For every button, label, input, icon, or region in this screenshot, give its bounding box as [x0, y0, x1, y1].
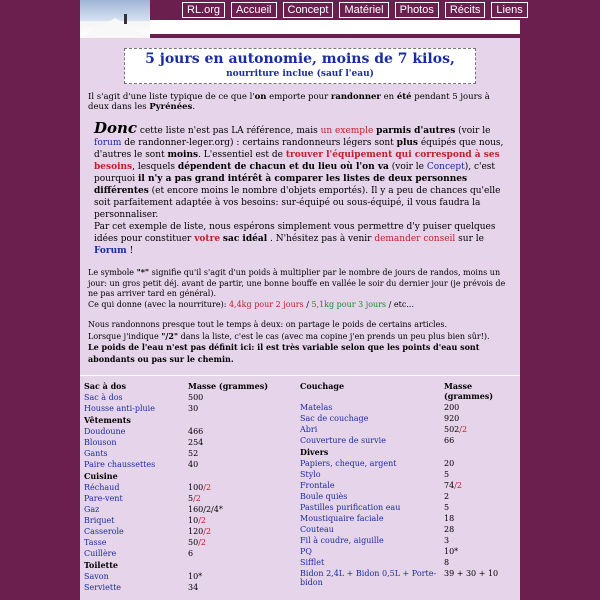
sharing-paragraph [88, 320, 512, 365]
section-label: Vêtements [84, 415, 131, 425]
page-subtitle: nourriture inclue (sauf l'eau) [226, 69, 374, 79]
item-mass [442, 524, 514, 535]
section-label: Toilette [84, 560, 119, 570]
item-link[interactable]: Papiers, cheque, argent [300, 459, 397, 468]
demander-conseil-link[interactable]: demander conseil [374, 234, 456, 244]
table-row [298, 535, 514, 546]
right-column [298, 380, 514, 593]
text: Pyrénées [149, 102, 193, 112]
table-row [82, 426, 270, 437]
table-row [298, 424, 514, 435]
col-header: Sac à dos [84, 381, 127, 391]
item-link[interactable]: Gants [84, 449, 108, 458]
item-link[interactable]: Fil à coudre, aiguille [300, 536, 384, 545]
item-mass [442, 568, 514, 588]
item-mass [186, 559, 270, 571]
hiker-icon [124, 14, 127, 24]
table-row [298, 458, 514, 469]
text: été [396, 92, 412, 102]
symbol-paragraph [88, 267, 512, 310]
mass-value: 52 [188, 449, 199, 458]
mass-value: 500 [188, 393, 204, 402]
text: Lorsque j'indique [88, 331, 162, 341]
mass-value: 2 [444, 492, 450, 501]
item-mass [442, 446, 514, 458]
text: , lesquels [132, 162, 178, 172]
text: parmis d'autres [376, 126, 456, 136]
item-link[interactable]: Frontale [300, 481, 335, 490]
table-section-row [82, 470, 270, 482]
item-mass [442, 491, 514, 502]
item-mass [186, 571, 270, 582]
table-row [82, 537, 270, 548]
text: Le poids de l'eau n'est pas définit ici: il est très variable selon que les points d'eau sont abondants ou pas sur le chemin. [88, 342, 480, 364]
shared-divisor: /2 [193, 494, 201, 503]
item-mass [442, 424, 514, 435]
text: "/2" [161, 330, 179, 341]
item-mass [186, 548, 270, 559]
mass-value: 3 [444, 536, 450, 545]
table-section-row [82, 414, 270, 426]
mass-value: 100 [188, 483, 204, 492]
text: Il s'agit d'une liste typique de ce que l' [88, 92, 255, 102]
item-mass [442, 458, 514, 469]
item-mass [442, 513, 514, 524]
table-row [82, 504, 270, 515]
item-link[interactable]: Pare-vent [84, 494, 123, 503]
nav-liens[interactable]: Liens [491, 2, 527, 18]
item-link[interactable]: Briquet [84, 516, 115, 525]
text: emporte pour [266, 92, 331, 102]
item-link[interactable]: Cuillère [84, 549, 117, 558]
mass-value: 74 [444, 481, 455, 490]
mass-value: 10 [188, 516, 199, 525]
table-row [82, 493, 270, 504]
shared-divisor: /2 [198, 538, 206, 547]
mass-value: 18 [444, 514, 455, 523]
text: Par cet exemple de liste, nous espérons simplement vous permettre d'y puiser quelques idées pour constituer [94, 222, 496, 244]
table-row [298, 546, 514, 557]
item-mass [442, 402, 514, 413]
text: (et encore moins le nombre d'objets emportés). Il y a peu de chances qu'elle soit parfaitement adaptée à vos besoins: sur-équipé ou sous-équipé, il vous faudra la personnaliser. [94, 186, 501, 220]
mass-value: 466 [188, 427, 204, 436]
table-section-row [298, 446, 514, 458]
concept-link[interactable]: Concept [426, 162, 465, 172]
mass-value: 200 [444, 403, 460, 412]
item-mass [442, 535, 514, 546]
mass-value: 34 [188, 583, 199, 592]
table-row [298, 402, 514, 413]
text: sur le [455, 234, 484, 244]
text: / etc... [386, 299, 414, 309]
section-label: Cuisine [84, 471, 118, 481]
item-mass [186, 482, 270, 493]
item-link[interactable]: Casserole [84, 527, 124, 536]
equipment-tables [82, 380, 518, 593]
mass-value: 50 [188, 538, 199, 547]
mass-value: 502 [444, 425, 460, 434]
text: moins [167, 150, 199, 160]
item-link[interactable]: Abri [300, 425, 318, 434]
item-mass [442, 435, 514, 446]
title-box [124, 48, 476, 84]
table-section-row [82, 559, 270, 571]
shared-divisor: /2 [198, 516, 206, 525]
text: ), c'est pourquoi [94, 162, 496, 184]
intro-paragraph [88, 92, 512, 112]
mass-value: 20 [444, 459, 455, 468]
item-mass [186, 426, 270, 437]
item-mass [442, 557, 514, 568]
mass-value: 66 [444, 436, 455, 445]
item-mass [186, 582, 270, 593]
text: dépendent de chacun et du lieu où l'on va [177, 162, 389, 172]
item-link[interactable]: Boule quiès [300, 492, 348, 501]
item-mass [186, 437, 270, 448]
text: trouver l'équipement qui correspond à ses besoins [94, 150, 500, 172]
item-mass [442, 546, 514, 557]
table-row [298, 557, 514, 568]
left-column [82, 380, 298, 593]
left-table [82, 380, 270, 593]
text: votre [194, 234, 221, 244]
item-mass [186, 515, 270, 526]
item-mass [442, 480, 514, 491]
nav-materiel[interactable]: Matériel [339, 2, 388, 18]
nav-recits[interactable]: Récits [445, 2, 486, 18]
divider [80, 375, 520, 376]
item-mass [186, 414, 270, 426]
table-row [298, 513, 514, 524]
mass-value: 40 [188, 460, 199, 469]
text: équipés que nous, d'autres le sont [94, 138, 504, 160]
table-row [298, 524, 514, 535]
col-header: Masse (grammes) [188, 381, 269, 391]
table-row [298, 435, 514, 446]
mass-value: 10* [444, 547, 459, 556]
right-table [298, 380, 514, 588]
mass-value: 8 [444, 558, 450, 567]
item-link[interactable]: Couverture de survie [300, 436, 386, 445]
table-row [298, 568, 514, 588]
text: "*" [136, 267, 150, 277]
shared-divisor: /2 [203, 527, 212, 536]
table-row [298, 413, 514, 424]
text: cette liste n'est pas LA référence, mais [137, 126, 321, 136]
item-mass [442, 469, 514, 480]
table-row [82, 448, 270, 459]
text: Le symbole [88, 268, 137, 277]
item-link[interactable]: Bidon 2,4L + Bidon 0,5L + Porte-bidon [300, 569, 437, 587]
nav-rl-org[interactable]: RL.org [182, 2, 225, 18]
item-link[interactable]: Paire chaussettes [84, 460, 156, 469]
text: il n'y a pas grand intérêt à comparer les listes de deux personnes différentes [94, 174, 468, 196]
text: de randonner-leger.org) : certains randonneurs légers sont [121, 138, 397, 148]
mass-value: 160/2/4* [188, 505, 223, 514]
text: pendant 5 jours à deux dans les [88, 92, 490, 112]
table-row [82, 459, 270, 470]
section-label: Divers [300, 447, 329, 457]
item-mass [442, 502, 514, 513]
mass-value: 30 [188, 404, 199, 413]
item-mass [186, 403, 270, 414]
table-row [82, 548, 270, 559]
forum-link-2[interactable]: Forum [94, 246, 127, 256]
forum-link[interactable]: forum [94, 138, 122, 148]
text: (voir le [455, 126, 491, 136]
table-row [82, 515, 270, 526]
mass-value: 39 + 30 + 10 [444, 569, 499, 578]
page [80, 0, 523, 600]
table-row [82, 482, 270, 493]
mass-value: 920 [444, 414, 460, 423]
table-row [298, 469, 514, 480]
item-link[interactable]: PQ [300, 547, 312, 556]
item-mass [186, 459, 270, 470]
item-link[interactable]: Réchaud [84, 483, 120, 492]
item-link[interactable]: Serviette [84, 583, 122, 592]
item-link[interactable]: Blouson [84, 438, 117, 447]
item-mass [186, 448, 270, 459]
mass-value: 28 [444, 525, 455, 534]
mass-value: 5 [444, 503, 450, 512]
header [80, 0, 523, 38]
mass-value: 6 [188, 549, 194, 558]
col-header: Masse (grammes) [444, 381, 494, 401]
shared-divisor: /2 [459, 425, 468, 434]
exemple-link[interactable]: un exemple [320, 126, 374, 136]
item-link[interactable]: Matelas [300, 403, 333, 412]
nav-accueil[interactable]: Accueil [231, 2, 276, 18]
text: signifie qu'il s'agit d'un poids à multiplier par le nombre de jours de randos, moins un jour: un gros petit déj. avant de partir, une bonne bouffe en vallée le soir du dernier jour (je prévois de ne pas arriver tard en général). [88, 268, 506, 298]
donc-paragraph [94, 119, 506, 257]
table-header [82, 380, 270, 392]
table-row [82, 403, 270, 414]
nav-concept[interactable]: Concept [283, 2, 334, 18]
item-link[interactable]: Gaz [84, 505, 100, 514]
table-row [82, 392, 270, 403]
mass-value: 254 [188, 438, 204, 447]
table-header [298, 380, 514, 402]
item-link[interactable]: Sifflet [300, 558, 325, 567]
text: 4,4kg pour 2 jours [228, 299, 304, 309]
item-mass [186, 537, 270, 548]
nav-bar-strip [150, 20, 520, 34]
main-nav [182, 2, 528, 18]
text: dans la liste, c'est le cas (avec ma copine j'en prends un peu plus bien sûr!). [178, 331, 490, 341]
item-mass [186, 493, 270, 504]
item-link[interactable]: Tasse [84, 538, 107, 547]
site-logo[interactable] [80, 0, 150, 38]
table-row [298, 491, 514, 502]
text: . L'essentiel est de [198, 150, 286, 160]
table-row [298, 480, 514, 491]
shared-divisor: /2 [203, 483, 212, 492]
text: Nous randonnons presque tout le temps à deux: on partage le poids de certains articles. [88, 320, 447, 329]
item-mass [186, 504, 270, 515]
text: (voir le [388, 162, 427, 172]
text: / [303, 299, 312, 309]
mass-value: 10* [188, 572, 203, 581]
text: 5,1kg pour 3 jours [311, 299, 387, 309]
col-header: Couchage [300, 381, 345, 391]
item-link[interactable]: Stylo [300, 470, 321, 479]
page-title: 5 jours en autonomie, moins de 7 kilos, [145, 51, 455, 67]
item-link[interactable]: Savon [84, 572, 109, 581]
item-link[interactable]: Sac de couchage [300, 414, 369, 423]
text: randonner [330, 92, 381, 102]
text: plus [396, 138, 418, 148]
item-mass [186, 392, 270, 403]
text: ! [126, 246, 134, 256]
item-mass [442, 413, 514, 424]
nav-photos[interactable]: Photos [395, 2, 439, 18]
shared-divisor: /2 [454, 481, 462, 490]
text: sac idéal [222, 234, 268, 244]
table-row [82, 571, 270, 582]
table-row [82, 437, 270, 448]
table-row [82, 582, 270, 593]
item-link[interactable]: Moustiquaire faciale [300, 514, 384, 523]
text: Ce qui donne (avec la nourriture): [88, 299, 229, 309]
text: en [380, 92, 397, 102]
donc-word: Donc [94, 119, 138, 137]
table-row [298, 502, 514, 513]
item-link[interactable]: Housse anti-pluie [84, 404, 155, 413]
item-link[interactable]: Pastilles purification eau [300, 503, 401, 512]
text: . N'hésitez pas à venir [267, 234, 375, 244]
item-link[interactable]: Couteau [300, 525, 334, 534]
mass-value: 120 [188, 527, 204, 536]
item-link[interactable]: Sac à dos [84, 393, 123, 402]
mass-value: 5 [444, 470, 450, 479]
item-mass [186, 526, 270, 537]
item-mass [186, 470, 270, 482]
mass-value: 5 [188, 494, 194, 503]
table-row [82, 526, 270, 537]
text: on [254, 92, 267, 102]
item-link[interactable]: Doudoune [84, 427, 126, 436]
text: . [192, 102, 196, 112]
